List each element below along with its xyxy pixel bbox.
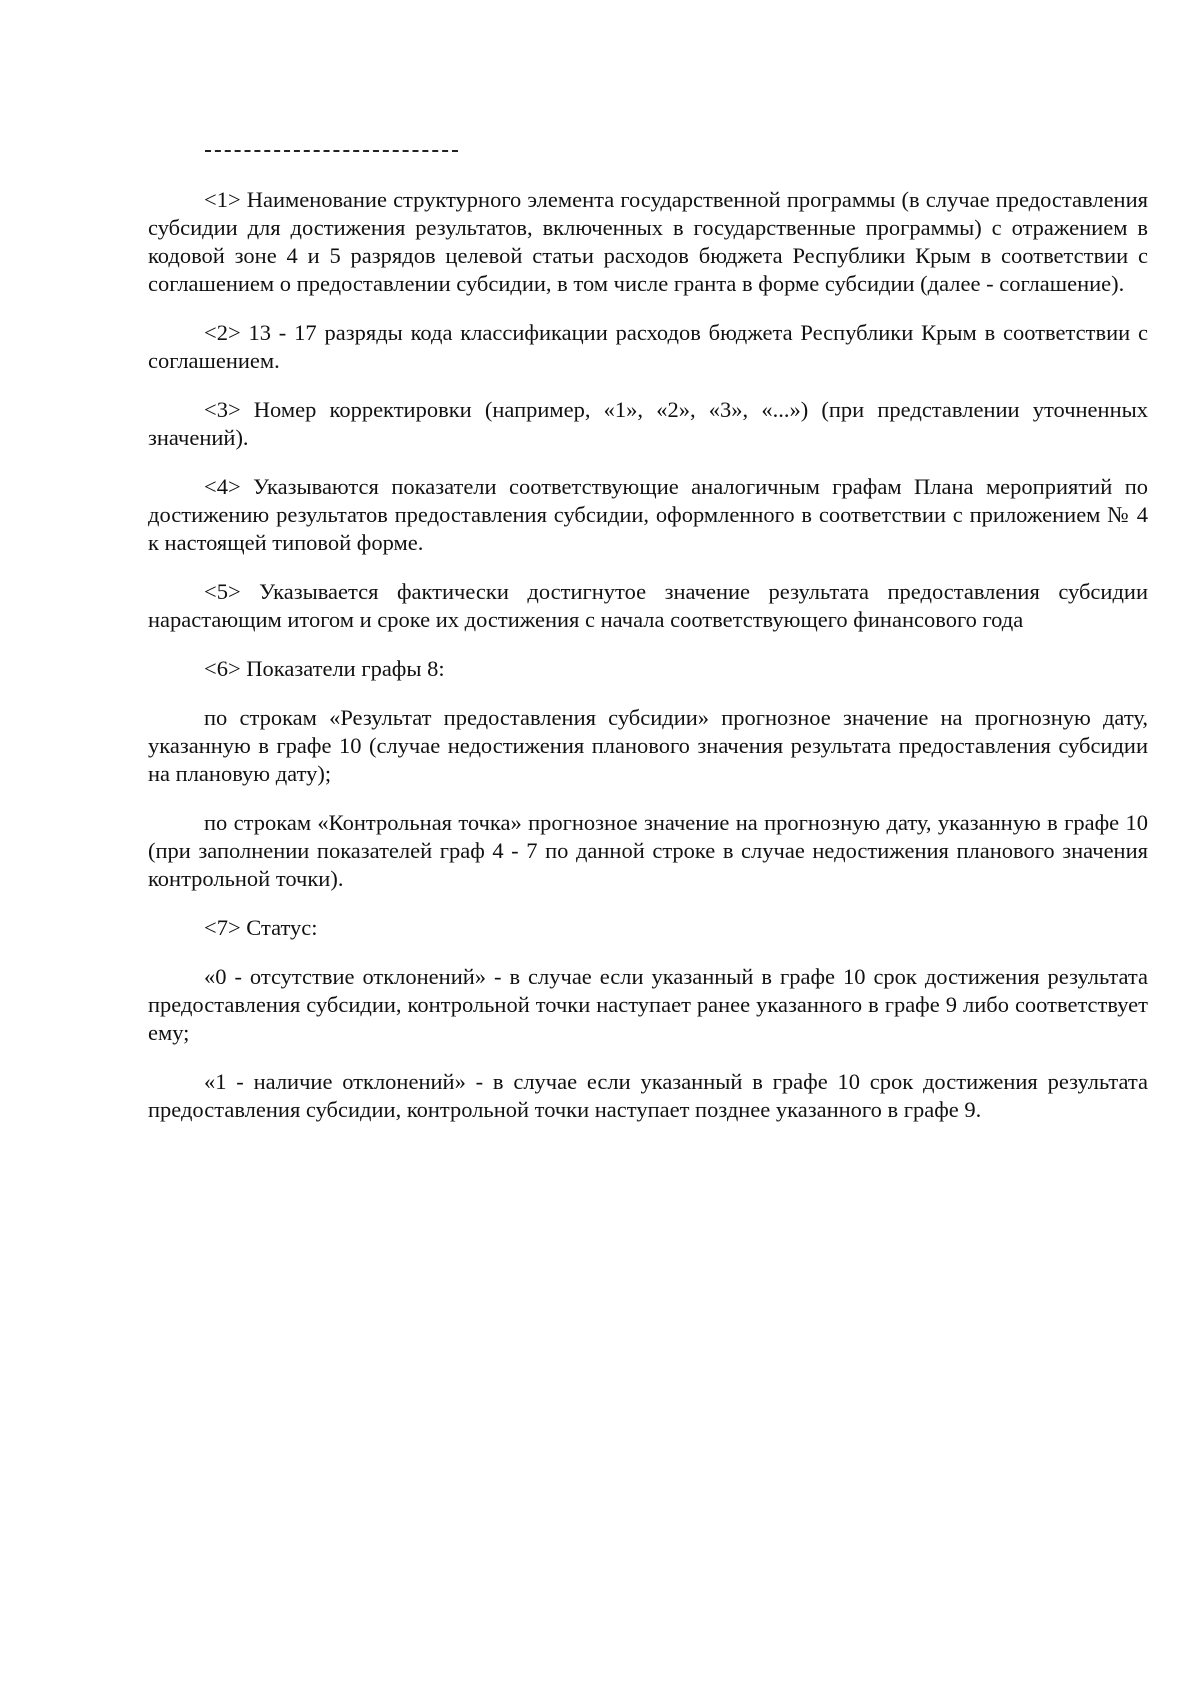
footnote-3: <3> Номер корректировки (например, «1», «2», «3», «...») (при представлении уточненных значений).	[148, 397, 1148, 450]
footnote-4: <4> Указываются показатели соответствующие аналогичным графам Плана мероприятий по достижению результатов предоставления субсидии, оформленного в соответствии с приложением № 4 к настоящей типовой форме.	[148, 474, 1148, 555]
footnote-7: <7> Статус:	[204, 915, 318, 940]
footnote-7-status-0: «0 - отсутствие отклонений» - в случае если указанный в графе 10 срок достижения результата предоставления субсидии, контрольной точки наступает ранее указанного в графе 9 либо соответствует ему;	[148, 964, 1148, 1045]
footnote-2: <2> 13 - 17 разряды кода классификации расходов бюджета Республики Крым в соответствии с соглашением.	[148, 320, 1148, 373]
footnote-separator	[205, 150, 458, 152]
footnote-6: <6> Показатели графы 8:	[204, 656, 445, 681]
footnote-5: <5> Указывается фактически достигнутое значение результата предоставления субсидии нарастающим итогом и сроке их достижения с начала соответствующего финансового года	[148, 579, 1148, 632]
footnote-7-status-1: «1 - наличие отклонений» - в случае если указанный в графе 10 срок достижения результата предоставления субсидии, контрольной точки наступает позднее указанного в графе 9.	[148, 1069, 1148, 1122]
footnote-1: <1> Наименование структурного элемента государственной программы (в случае предоставления субсидии для достижения результатов, включенных в государственные программы) с отражением в кодовой зоне 4 и 5 разрядов целевой статьи расходов бюджета Республики Крым в соответствии с соглашением о предоставлении субсидии, в том числе гранта в форме субсидии (далее - соглашение).	[148, 187, 1148, 296]
footnote-6-result-rows: по строкам «Результат предоставления субсидии» прогнозное значение на прогнозную дату, указанную в графе 10 (случае недостижения планового значения результата предоставления субсидии на плановую дату);	[148, 705, 1148, 786]
footnotes-list	[148, 186, 1148, 1145]
footnote-6-control-point-rows: по строкам «Контрольная точка» прогнозное значение на прогнозную дату, указанную в графе 10 (при заполнении показателей граф 4 - 7 по данной строке в случае недостижения планового значения контрольной точки).	[148, 810, 1148, 891]
